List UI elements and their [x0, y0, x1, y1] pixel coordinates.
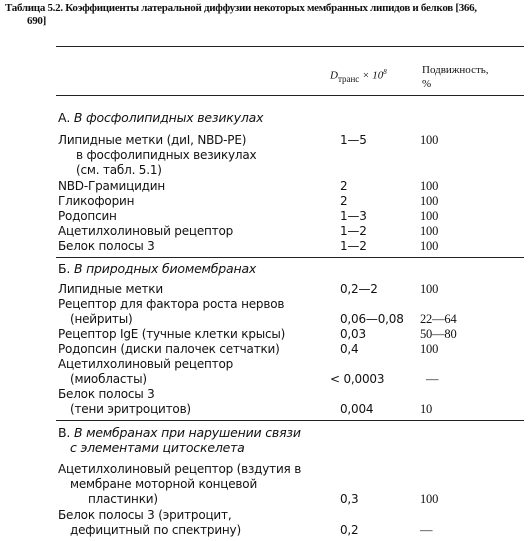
section-rule: [56, 420, 524, 421]
top-rule: [56, 46, 524, 47]
header-diffusion-coefficient: $D_{транс} \times 10^8$: [330, 68, 387, 84]
section-a-title: А. В фосфолипидных везикулах: [58, 110, 264, 125]
header-rule: [56, 95, 524, 96]
table-caption: [5, 2, 525, 28]
caption-line-2: 690]: [27, 15, 46, 27]
section-c-title: В. В мембранах при нарушении связи с элементами цитоскелета: [58, 425, 301, 455]
header-mobility: Подвижность, %: [422, 64, 489, 90]
caption-line-1: Таблица 5.2. Коэффициенты латеральной диффузии некоторых мембранных липидов и белков [366,: [5, 2, 477, 14]
section-b-title: Б. В природных биомембранах: [58, 261, 257, 276]
section-rule: [56, 257, 524, 258]
